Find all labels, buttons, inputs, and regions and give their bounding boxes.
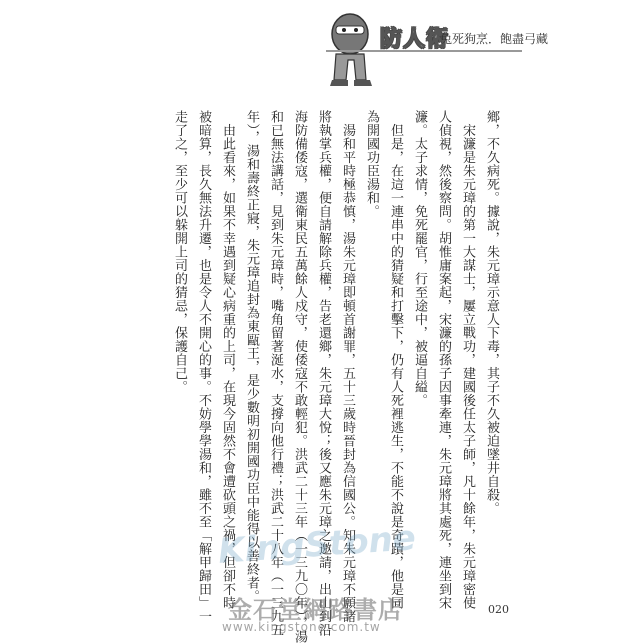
text-column: 為開國功臣湯和。: [364, 110, 379, 218]
chapter-title: 防人術: [380, 27, 450, 52]
watermark-logo: KingStone: [216, 518, 418, 572]
text-column: 湯和平時極恭慎，湯朱元璋即頓首謝罪，五十三歲時晉封為信國公。知朱元璋不願諸: [340, 110, 355, 623]
text-column: 被暗算，長久無法升遷，也是令人不開心的事。不妨學學湯和，雖不至「解甲歸田」一: [196, 110, 211, 623]
mascot-icon: [326, 10, 376, 88]
text-column: 濂。太子求情，免死罷官，行至途中，被逼自縊。: [412, 110, 427, 407]
text-column: 但是，在這一連串中的猜疑和打擊下，仍有人死裡逃生，不能不說是奇蹟，他是同: [388, 110, 403, 610]
text-column: 海防備倭寇，選衛東民五萬餘人戍守，使倭寇不敢輕犯。洪武二十三年（一三九〇年），湯: [292, 110, 307, 644]
text-column: 人偵視，然後察問。胡惟庸案起，宋濂的孫子因事牽連，朱元璋將其處死，連坐到宋: [436, 110, 451, 610]
text-column: 將執掌兵權，便自請解除兵權，告老還鄉，朱元璋大悅；後又應朱元璋之邀請，出山到沿: [316, 110, 331, 637]
watermark-url: www.kingstone.com.tw: [222, 620, 381, 634]
text-column: 和已無法講話，見到朱元璋時，嘴角留著涎水，支撐向他行禮；洪武二十八年（一三九五: [268, 110, 283, 637]
watermark-store-name: 金石堂網路書店: [228, 595, 403, 624]
text-column: 由此看來，如果不幸遇到疑心病重的上司，在現今固然不會遭砍頭之禍，但卻不時: [220, 110, 235, 610]
chapter-header: [326, 4, 549, 94]
text-column: 宋濂是朱元璋的第一大謀士，屢立戰功，建國後任太子師，凡十餘年，朱元璋密使: [460, 110, 475, 610]
text-column: 走了之，至少可以躲開上司的猜忌，保護自己。: [172, 110, 187, 394]
text-column: 鄉，不久病死。據說，朱元璋示意人下毒，其子不久被迫墜井自殺。: [484, 110, 499, 515]
page-number: 020: [488, 603, 509, 616]
text-column: 年），湯和壽終正寢，朱元璋追封為東甌王，是少數明初開國功臣中能得以善終者。: [244, 110, 259, 603]
chapter-subtitle: 兔死狗烹．飽盡弓藏: [440, 32, 549, 46]
